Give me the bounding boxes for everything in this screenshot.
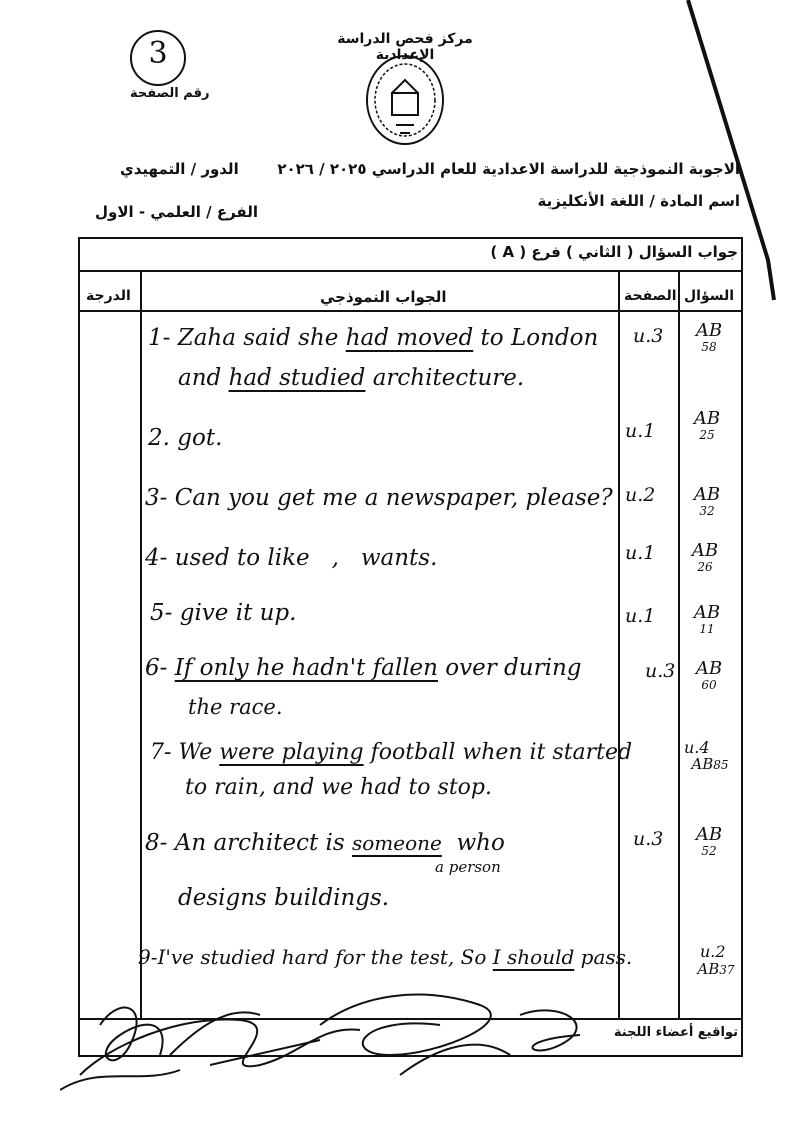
answer-2-page: u.1 xyxy=(625,420,656,442)
answer-9-ref: AB37 xyxy=(697,960,735,978)
answer-8: 8- An architect is someone who xyxy=(145,830,505,856)
answer-6-page: u.3 xyxy=(645,660,676,682)
answer-5-page: u.1 xyxy=(625,605,656,627)
answer-1-page: u.3 xyxy=(633,325,664,347)
answer-num: 8- xyxy=(145,830,168,856)
answer-1-line-2: and had studied architecture. xyxy=(178,365,525,391)
answer-8-ref: AB 52 xyxy=(695,824,723,858)
answer-3-ref: AB 32 xyxy=(693,484,721,518)
answer-3-page: u.2 xyxy=(625,484,656,506)
header-page: الصفحة xyxy=(624,288,677,304)
answer-num: 5- xyxy=(150,600,173,626)
answer-4-ref: AB 26 xyxy=(691,540,719,574)
answer-8-line-2: designs buildings. xyxy=(178,885,390,911)
answer-7-line-2: to rain, and we had to stop. xyxy=(185,775,493,800)
answer-8-insert: a person xyxy=(435,858,501,876)
answer-8-page: u.3 xyxy=(633,828,664,850)
answer-num: 6- xyxy=(145,655,168,681)
table-left-border xyxy=(78,237,80,1057)
question-label: جواب السؤال ( الثاني ) فرع ( A ) xyxy=(490,243,738,261)
header-grade: الدرجة xyxy=(86,288,131,304)
scan-edge-mark xyxy=(680,0,800,320)
answer-6: 6- If only he hadn't fallen over during xyxy=(145,655,582,681)
answer-6-ref: AB 60 xyxy=(695,658,723,692)
answer-5: 5- give it up. xyxy=(150,600,297,626)
grade-column-divider xyxy=(140,270,142,1018)
answer-num: 3- xyxy=(145,485,168,511)
exam-round: الدور / التمهيدي xyxy=(120,160,239,178)
header-question: السؤال xyxy=(684,288,735,304)
answer-7-ref: AB85 xyxy=(691,755,729,773)
official-seal xyxy=(330,25,480,160)
subject-name: اسم المادة / اللغة الأنكليزية xyxy=(537,192,740,210)
answer-9-page: u.2 xyxy=(700,942,726,961)
page-number-caption: رقم الصفحة xyxy=(130,86,210,101)
answer-3: 3- Can you get me a newspaper, please? xyxy=(145,485,613,511)
question-column-divider xyxy=(678,270,680,1018)
answer-4-page: u.1 xyxy=(625,542,656,564)
answer-2: 2. got. xyxy=(148,425,223,451)
page-number: 3 xyxy=(148,36,168,71)
answer-7: 7- We were playing football when it started xyxy=(150,740,633,765)
header-row-divider xyxy=(78,310,743,312)
answer-num: 4- xyxy=(145,545,168,571)
signatures-label: تواقيع أعضاء اللجنة xyxy=(613,1025,738,1040)
answer-6-line-2: the race. xyxy=(188,695,283,719)
branch-name: الفرع / العلمي - الاول xyxy=(95,203,258,221)
answer-1: 1- Zaha said she had moved to London xyxy=(148,325,599,351)
answer-num: 7- xyxy=(150,740,172,765)
page-column-divider xyxy=(618,270,620,1018)
committee-signatures xyxy=(60,985,620,1105)
answer-9: 9-I've studied hard for the test, So I should pass. xyxy=(138,945,633,969)
answer-1-ref: AB 58 xyxy=(695,320,723,354)
table-right-border xyxy=(741,237,743,1057)
answer-2-ref: AB 25 xyxy=(693,408,721,442)
question-label-divider xyxy=(78,270,743,272)
table-top-border xyxy=(78,237,743,239)
answer-4: 4- used to like , wants. xyxy=(145,545,438,571)
answer-num: 2. xyxy=(148,425,170,451)
answer-num: 1- xyxy=(148,325,171,351)
title-line: الاجوبة النموذجية للدراسة الاعدادية للعام الدراسي ٢٠٢٥ / ٢٠٢٦ xyxy=(277,160,740,178)
signatures-scribble-icon xyxy=(60,985,620,1105)
seal-text: مركز فحص الدراسة الإعدادية xyxy=(337,31,473,63)
header-model-answer: الجواب النموذجي xyxy=(320,288,447,306)
answer-7-page: u.4 xyxy=(684,738,710,757)
answer-5-ref: AB 11 xyxy=(693,602,721,636)
answer-num: 9- xyxy=(138,945,158,969)
